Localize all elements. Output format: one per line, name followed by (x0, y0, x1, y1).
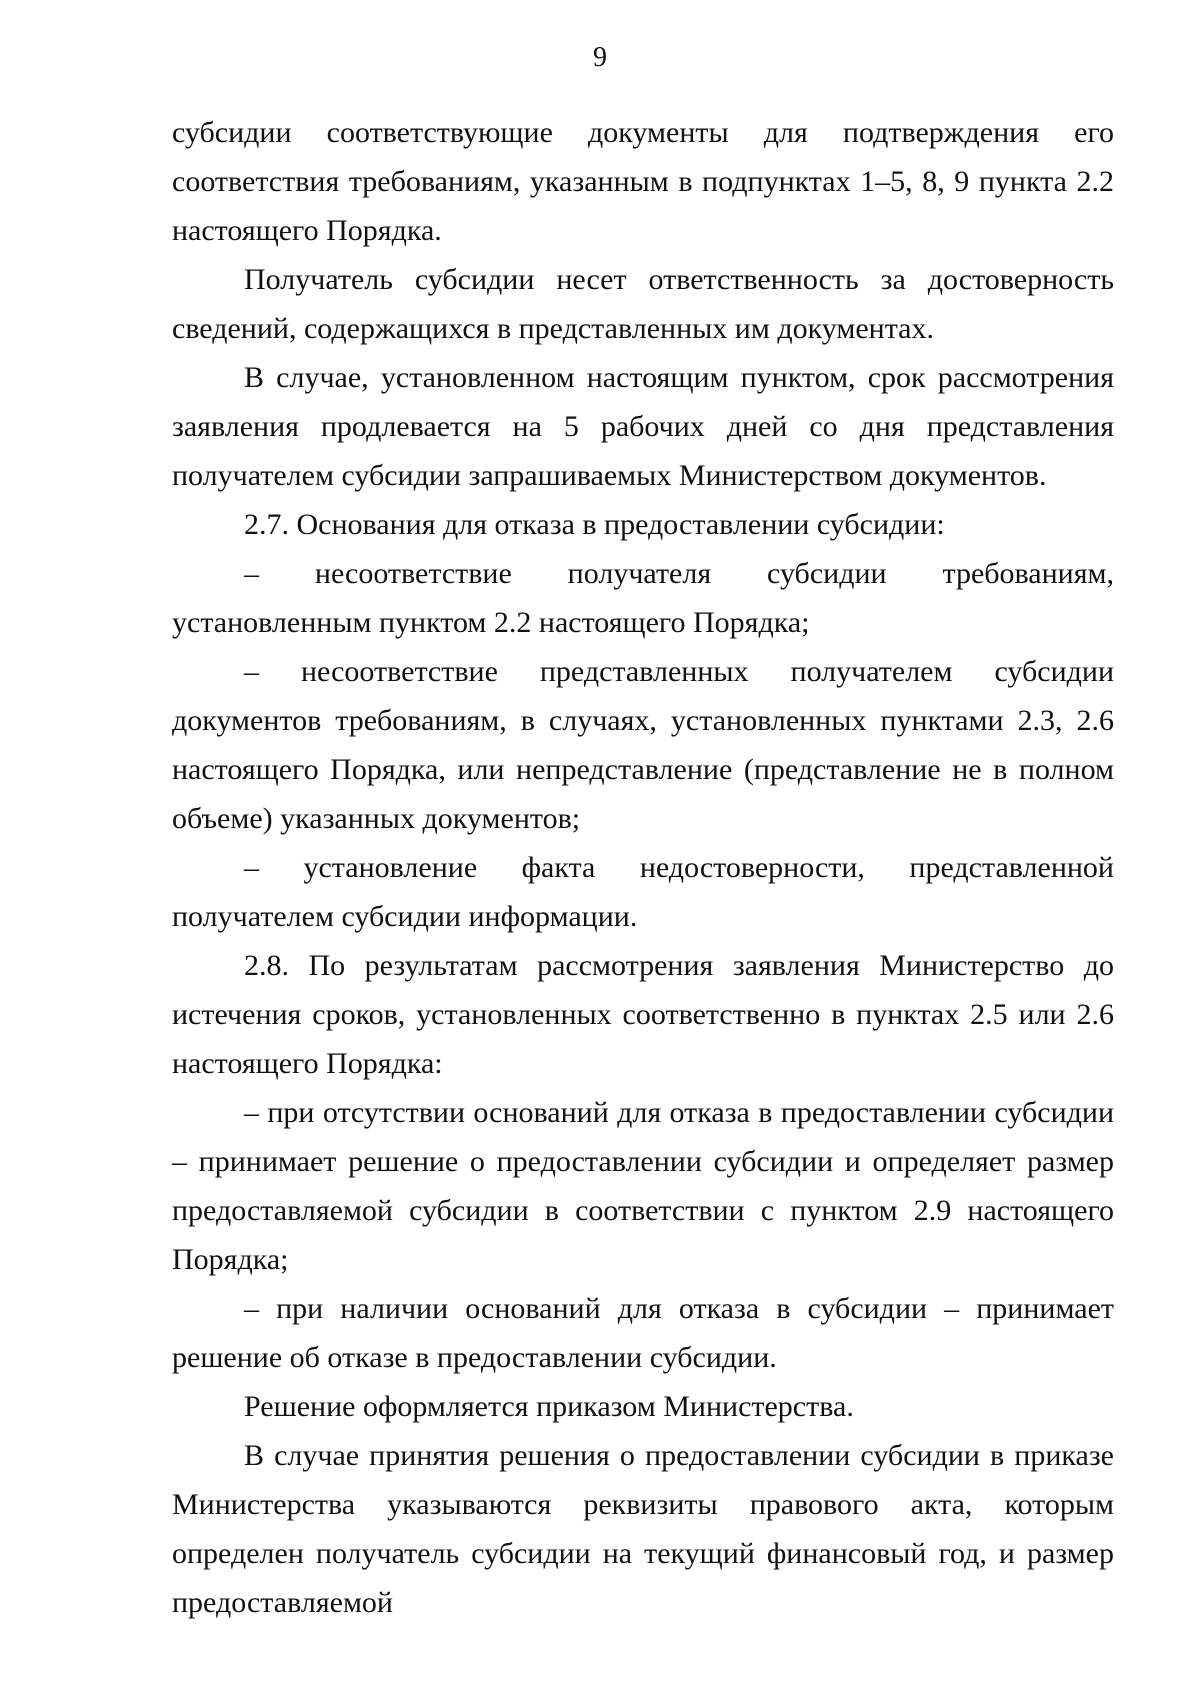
refusal-ground-item: – несоответствие получателя субсидии требованиям, установленным пунктом 2.2 настоящего Порядка; (172, 557, 1114, 639)
page-number: 9 (593, 42, 607, 73)
paragraph-continuation: субсидии соответствующие документы для подтверждения его соответствия требованиям, указанным в подпунктах 1–5, 8, 9 пункта 2.2 настоящего Порядка. (172, 116, 1114, 247)
paragraph-review-extension: В случае, установленном настоящим пунктом, срок рассмотрения заявления продлевается на 5 рабочих дней со дня представления получателем субсидии запрашиваемых Министерством документов. (172, 361, 1114, 492)
document-body (172, 108, 1114, 1627)
decision-item: – при наличии оснований для отказа в субсидии – принимает решение об отказе в предоставлении субсидии. (172, 1292, 1114, 1374)
paragraph-responsibility: Получатель субсидии несет ответственность за достоверность сведений, содержащихся в представленных им документах. (172, 263, 1114, 345)
refusal-ground-item: – несоответствие представленных получателем субсидии документов требованиям, в случаях, установленных пунктами 2.3, 2.6 настоящего Порядка, или непредставление (представление не в полном объеме) указанных документов; (172, 655, 1114, 835)
decision-item: – при отсутствии оснований для отказа в предоставлении субсидии – принимает решение о предоставлении субсидии и определяет размер предоставляемой субсидии в соответствии с пунктом 2.9 настоящего Порядка; (172, 1096, 1114, 1276)
section-2-8-paragraph: 2.8. По результатам рассмотрения заявления Министерство до истечения сроков, установленных соответственно в пунктах 2.5 или 2.6 настоящего Порядка: (172, 949, 1114, 1080)
section-2-7-heading: 2.7. Основания для отказа в предоставлении субсидии: (244, 508, 945, 541)
paragraph-order-details: В случае принятия решения о предоставлении субсидии в приказе Министерства указываются реквизиты правового акта, которым определен получатель субсидии на текущий финансовый год, и размер предоставляемой (172, 1439, 1114, 1619)
paragraph-decision-order: Решение оформляется приказом Министерства. (244, 1390, 854, 1423)
refusal-ground-item: – установление факта недостоверности, представленной получателем субсидии информации. (172, 851, 1114, 933)
